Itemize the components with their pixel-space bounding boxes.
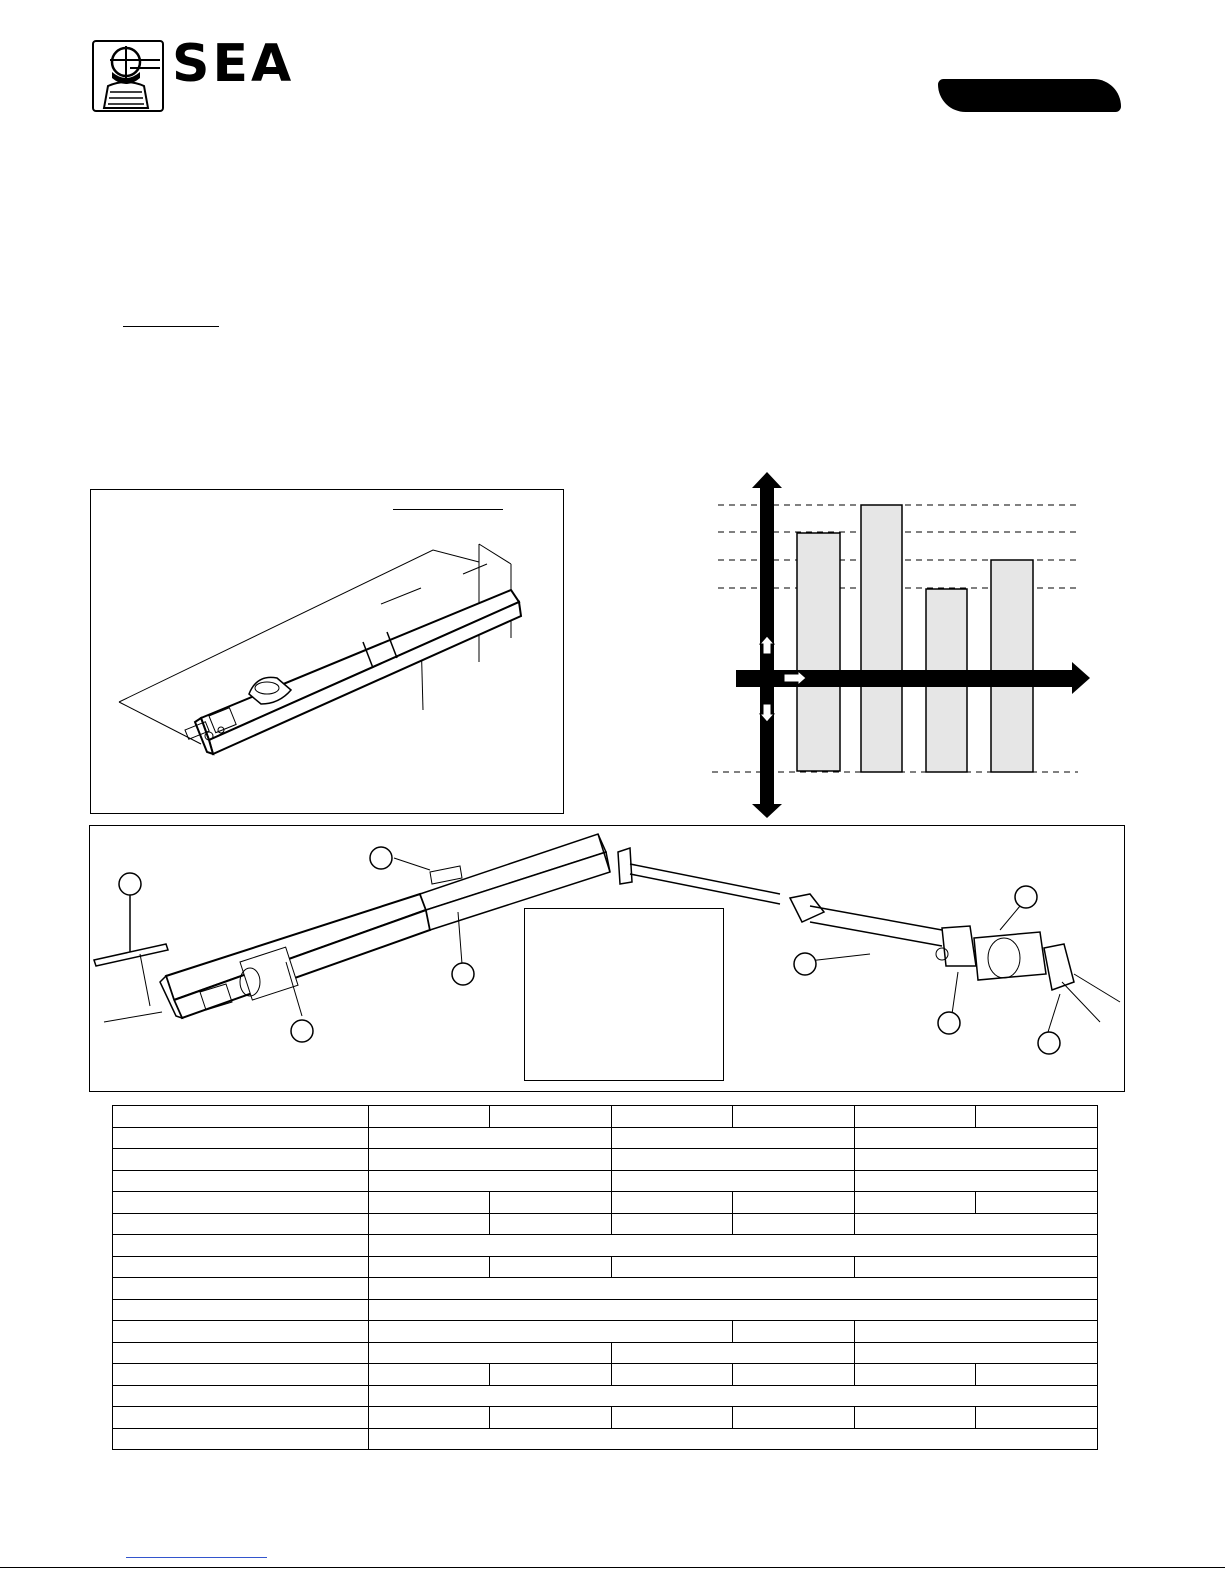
- callout-circle: [1038, 1032, 1060, 1054]
- table-cell: [733, 1213, 855, 1235]
- table-cell: [855, 1149, 1098, 1171]
- spec-table: [112, 1105, 1098, 1450]
- callout-circle: [370, 847, 392, 869]
- brand-logo-text: SEA: [172, 34, 295, 94]
- table-cell: [369, 1106, 490, 1128]
- callout-circle: [1015, 886, 1037, 908]
- table-cell: [612, 1127, 855, 1149]
- section-underline: [123, 326, 219, 327]
- table-cell: [855, 1321, 1098, 1343]
- installation-drawing-frame: [90, 489, 564, 814]
- table-cell: [490, 1106, 612, 1128]
- table-row: [113, 1213, 1098, 1235]
- brand-logo-mark: [92, 40, 164, 112]
- table-row: [113, 1407, 1098, 1429]
- table-cell: [976, 1192, 1098, 1214]
- table-cell: [369, 1192, 490, 1214]
- callout-circle: [119, 873, 141, 895]
- table-row: [113, 1321, 1098, 1343]
- table-row: [113, 1364, 1098, 1386]
- table-cell: [612, 1213, 733, 1235]
- table-cell: [113, 1256, 369, 1278]
- table-row: [113, 1342, 1098, 1364]
- table-cell: [855, 1106, 976, 1128]
- chart-bar: [797, 533, 840, 771]
- table-cell: [855, 1407, 976, 1429]
- table-cell: [976, 1106, 1098, 1128]
- table-cell: [855, 1170, 1098, 1192]
- table-cell: [369, 1321, 733, 1343]
- table-cell: [113, 1407, 369, 1429]
- table-cell: [855, 1364, 976, 1386]
- table-cell: [612, 1149, 855, 1171]
- table-cell: [490, 1213, 612, 1235]
- table-cell: [733, 1321, 855, 1343]
- table-cell: [369, 1299, 1098, 1321]
- table-row: [113, 1235, 1098, 1257]
- force-bar-chart: [700, 468, 1100, 820]
- legend-box: [524, 908, 724, 1081]
- table-cell: [113, 1127, 369, 1149]
- table-cell: [369, 1235, 1098, 1257]
- table-row: [113, 1170, 1098, 1192]
- table-cell: [113, 1321, 369, 1343]
- table-cell: [612, 1407, 733, 1429]
- actuator-perspective-drawing: [91, 490, 563, 813]
- table-cell: [855, 1213, 1098, 1235]
- table-cell: [855, 1192, 976, 1214]
- callout-circle: [452, 963, 474, 985]
- table-row: [113, 1127, 1098, 1149]
- table-cell: [855, 1342, 1098, 1364]
- table-cell: [612, 1170, 855, 1192]
- table-row: [113, 1149, 1098, 1171]
- table-row: [113, 1192, 1098, 1214]
- table-cell: [612, 1256, 855, 1278]
- table-cell: [113, 1385, 369, 1407]
- table-cell: [976, 1364, 1098, 1386]
- table-cell: [369, 1170, 612, 1192]
- table-cell: [612, 1106, 733, 1128]
- chart-bar: [991, 560, 1033, 772]
- table-cell: [855, 1256, 1098, 1278]
- worker-helmet-logo-icon: [94, 42, 162, 110]
- table-cell: [113, 1428, 369, 1450]
- table-row: [113, 1385, 1098, 1407]
- table-row: [113, 1256, 1098, 1278]
- table-cell: [113, 1235, 369, 1257]
- table-cell: [113, 1170, 369, 1192]
- footer-rule: [0, 1567, 1225, 1568]
- table-cell: [369, 1278, 1098, 1300]
- table-cell: [490, 1407, 612, 1429]
- table-cell: [113, 1299, 369, 1321]
- chart-x-axis-arrowhead: [1072, 662, 1090, 694]
- callout-circle: [794, 953, 816, 975]
- table-cell: [733, 1407, 855, 1429]
- table-cell: [369, 1407, 490, 1429]
- table-cell: [369, 1364, 490, 1386]
- table-cell: [113, 1192, 369, 1214]
- callout-circle: [938, 1012, 960, 1034]
- table-row: [113, 1428, 1098, 1450]
- chart-y-axis-arrowhead-down: [752, 804, 782, 818]
- table-cell: [113, 1149, 369, 1171]
- table-cell: [113, 1278, 369, 1300]
- table-cell: [490, 1256, 612, 1278]
- table-cell: [369, 1342, 612, 1364]
- table-cell: [369, 1213, 490, 1235]
- footer-link-underline[interactable]: [126, 1557, 267, 1558]
- chart-y-axis-arrowhead-up: [752, 472, 782, 488]
- table-cell: [490, 1364, 612, 1386]
- table-cell: [369, 1149, 612, 1171]
- table-row: [113, 1299, 1098, 1321]
- table-cell: [733, 1364, 855, 1386]
- table-cell: [733, 1106, 855, 1128]
- table-cell: [113, 1106, 369, 1128]
- table-cell: [612, 1342, 855, 1364]
- table-cell: [369, 1127, 612, 1149]
- table-cell: [113, 1364, 369, 1386]
- callout-circle: [291, 1020, 313, 1042]
- table-row: [113, 1278, 1098, 1300]
- table-cell: [612, 1364, 733, 1386]
- table-cell: [855, 1127, 1098, 1149]
- table-cell: [113, 1342, 369, 1364]
- table-cell: [733, 1192, 855, 1214]
- table-cell: [612, 1192, 733, 1214]
- table-cell: [369, 1385, 1098, 1407]
- table-cell: [113, 1213, 369, 1235]
- table-cell: [369, 1428, 1098, 1450]
- table-cell: [490, 1192, 612, 1214]
- chart-bar: [861, 505, 902, 772]
- header-tab-shape: [938, 79, 1121, 112]
- table-cell: [976, 1407, 1098, 1429]
- table-row: [113, 1106, 1098, 1128]
- table-cell: [369, 1256, 490, 1278]
